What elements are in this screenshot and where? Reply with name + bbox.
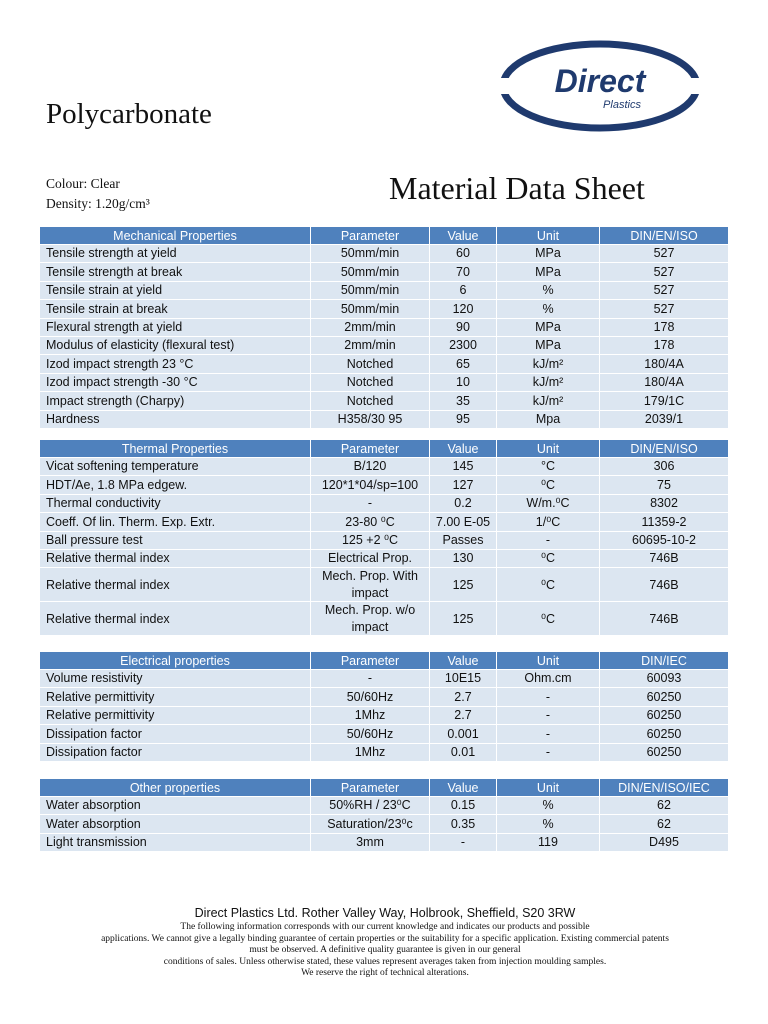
cell-value: 125 <box>430 568 497 602</box>
cell-value: 70 <box>430 263 497 281</box>
column-header-value: Value <box>430 227 497 245</box>
cell-unit: 1/⁰C <box>497 513 600 531</box>
table-row <box>40 392 728 410</box>
cell-standard: 60250 <box>600 725 729 743</box>
cell-property: Tensile strain at break <box>40 300 311 318</box>
cell-property: Flexural strength at yield <box>40 318 311 336</box>
disclaimer-line: conditions of sales. Unless otherwise stated, these values represent averages taken from injection moulding samples. <box>163 956 607 967</box>
table-row <box>40 263 728 281</box>
cell-standard: 179/1C <box>600 392 729 410</box>
cell-value: 10 <box>430 373 497 391</box>
cell-parameter: 50mm/min <box>311 281 430 299</box>
table-row <box>40 568 728 602</box>
cell-property: Dissipation factor <box>40 743 311 761</box>
product-meta <box>46 174 150 214</box>
cell-unit: - <box>497 706 600 724</box>
cell-unit: °C <box>497 458 600 476</box>
table-row <box>40 797 728 815</box>
cell-value: 0.001 <box>430 725 497 743</box>
cell-property: Water absorption <box>40 797 311 815</box>
cell-standard: 178 <box>600 318 729 336</box>
cell-property: Hardness <box>40 410 311 428</box>
cell-standard: 60250 <box>600 706 729 724</box>
density-label: Density: 1.20g/cm³ <box>46 196 150 211</box>
cell-property: Vicat softening temperature <box>40 458 311 476</box>
cell-property: Izod impact strength 23 °C <box>40 355 311 373</box>
cell-value: 90 <box>430 318 497 336</box>
table-row <box>40 300 728 318</box>
table-row <box>40 318 728 336</box>
cell-standard: 746B <box>600 568 729 602</box>
cell-unit: W/m.⁰C <box>497 494 600 512</box>
cell-property: Thermal conductivity <box>40 494 311 512</box>
cell-property: Volume resistivity <box>40 670 311 688</box>
cell-property: Ball pressure test <box>40 531 311 549</box>
cell-standard: 60250 <box>600 688 729 706</box>
cell-unit: % <box>497 815 600 833</box>
cell-property: Coeff. Of lin. Therm. Exp. Extr. <box>40 513 311 531</box>
logo-sub: Plastics <box>603 99 641 111</box>
cell-value: - <box>430 833 497 851</box>
cell-parameter: 50%RH / 23⁰C <box>311 797 430 815</box>
cell-value: 125 <box>430 602 497 636</box>
disclaimer-line: We reserve the right of technical alterations. <box>301 968 469 978</box>
cell-parameter: 23-80 ⁰C <box>311 513 430 531</box>
column-header-unit: Unit <box>497 227 600 245</box>
cell-unit: - <box>497 725 600 743</box>
cell-parameter: 50mm/min <box>311 245 430 263</box>
disclaimer-line: applications. We cannot give a legally binding guarantee of certain properties or the suitability for a specific application. Existing commercial patents <box>101 933 669 944</box>
table-row <box>40 833 728 851</box>
table-row <box>40 410 728 428</box>
cell-parameter: 125 +2 ⁰C <box>311 531 430 549</box>
cell-unit: ⁰C <box>497 476 600 494</box>
cell-parameter: - <box>311 670 430 688</box>
table-row <box>40 476 728 494</box>
column-header-parameter: Parameter <box>311 227 430 245</box>
cell-value: 2.7 <box>430 706 497 724</box>
cell-standard: 62 <box>600 797 729 815</box>
cell-unit: MPa <box>497 245 600 263</box>
cell-value: 7.00 E-05 <box>430 513 497 531</box>
cell-parameter: 50/60Hz <box>311 725 430 743</box>
column-header-standard: DIN/EN/ISO <box>600 440 729 458</box>
table-row <box>40 743 728 761</box>
cell-value: 0.35 <box>430 815 497 833</box>
cell-value: 120 <box>430 300 497 318</box>
cell-property: Impact strength (Charpy) <box>40 392 311 410</box>
cell-unit: - <box>497 743 600 761</box>
colour-label: Colour: Clear <box>46 176 120 191</box>
product-title: Polycarbonate <box>46 98 212 130</box>
table-row <box>40 373 728 391</box>
cell-standard: 178 <box>600 336 729 354</box>
cell-value: 35 <box>430 392 497 410</box>
cell-value: 0.15 <box>430 797 497 815</box>
cell-value: 145 <box>430 458 497 476</box>
cell-property: HDT/Ae, 1.8 MPa edgew. <box>40 476 311 494</box>
cell-parameter: 3mm <box>311 833 430 851</box>
cell-unit: MPa <box>497 336 600 354</box>
cell-unit: % <box>497 797 600 815</box>
table-row <box>40 458 728 476</box>
cell-unit: % <box>497 300 600 318</box>
cell-standard: 527 <box>600 263 729 281</box>
cell-standard: 527 <box>600 300 729 318</box>
cell-unit: MPa <box>497 263 600 281</box>
column-header-unit: Unit <box>497 440 600 458</box>
cell-value: 2300 <box>430 336 497 354</box>
cell-standard: 60093 <box>600 670 729 688</box>
cell-property: Tensile strain at yield <box>40 281 311 299</box>
cell-parameter: 2mm/min <box>311 318 430 336</box>
cell-parameter: Notched <box>311 355 430 373</box>
sheet-title: Material Data Sheet <box>389 170 645 206</box>
table-row <box>40 549 728 567</box>
cell-value: Passes <box>430 531 497 549</box>
direct-plastics-logo <box>500 40 700 132</box>
cell-parameter: 1Mhz <box>311 706 430 724</box>
cell-property: Relative thermal index <box>40 549 311 567</box>
cell-unit: ⁰C <box>497 602 600 636</box>
cell-unit: % <box>497 281 600 299</box>
cell-property: Tensile strength at break <box>40 263 311 281</box>
cell-value: 95 <box>430 410 497 428</box>
column-header-property: Other properties <box>40 779 311 797</box>
cell-property: Izod impact strength -30 °C <box>40 373 311 391</box>
column-header-parameter: Parameter <box>311 652 430 670</box>
column-header-property: Electrical properties <box>40 652 311 670</box>
cell-standard: 527 <box>600 281 729 299</box>
cell-standard: 60695-10-2 <box>600 531 729 549</box>
column-header-standard: DIN/IEC <box>600 652 729 670</box>
cell-unit: ⁰C <box>497 549 600 567</box>
cell-standard: 306 <box>600 458 729 476</box>
cell-standard: 180/4A <box>600 373 729 391</box>
cell-standard: 8302 <box>600 494 729 512</box>
column-header-parameter: Parameter <box>311 440 430 458</box>
cell-unit: - <box>497 531 600 549</box>
cell-parameter: Notched <box>311 373 430 391</box>
cell-property: Dissipation factor <box>40 725 311 743</box>
cell-standard: D495 <box>600 833 729 851</box>
cell-property: Relative permittivity <box>40 688 311 706</box>
table-row <box>40 355 728 373</box>
cell-parameter: - <box>311 494 430 512</box>
table-header-row <box>40 440 728 458</box>
cell-parameter: 1Mhz <box>311 743 430 761</box>
column-header-value: Value <box>430 440 497 458</box>
footer-disclaimer <box>40 922 730 980</box>
cell-parameter: H358/30 95 <box>311 410 430 428</box>
cell-unit: kJ/m² <box>497 355 600 373</box>
cell-parameter: 50mm/min <box>311 263 430 281</box>
cell-parameter: Saturation/23⁰c <box>311 815 430 833</box>
table-row <box>40 670 728 688</box>
column-header-unit: Unit <box>497 652 600 670</box>
cell-standard: 11359-2 <box>600 513 729 531</box>
cell-standard: 746B <box>600 549 729 567</box>
cell-property: Modulus of elasticity (flexural test) <box>40 336 311 354</box>
electrical-properties-table <box>40 652 728 761</box>
cell-parameter: 120*1*04/sp=100 <box>311 476 430 494</box>
cell-property: Light transmission <box>40 833 311 851</box>
cell-standard: 60250 <box>600 743 729 761</box>
cell-unit: MPa <box>497 318 600 336</box>
column-header-value: Value <box>430 779 497 797</box>
column-header-unit: Unit <box>497 779 600 797</box>
cell-unit: ⁰C <box>497 568 600 602</box>
cell-standard: 527 <box>600 245 729 263</box>
column-header-property: Thermal Properties <box>40 440 311 458</box>
cell-value: 6 <box>430 281 497 299</box>
cell-property: Water absorption <box>40 815 311 833</box>
cell-property: Relative permittivity <box>40 706 311 724</box>
cell-parameter: Mech. Prop. w/o impact <box>311 602 430 636</box>
cell-value: 60 <box>430 245 497 263</box>
cell-value: 127 <box>430 476 497 494</box>
table-header-row <box>40 779 728 797</box>
table-row <box>40 245 728 263</box>
footer-address: Direct Plastics Ltd. Rother Valley Way, Holbrook, Sheffield, S20 3RW <box>194 906 576 920</box>
footer <box>40 906 730 980</box>
table-row <box>40 706 728 724</box>
cell-property: Tensile strength at yield <box>40 245 311 263</box>
cell-standard: 75 <box>600 476 729 494</box>
cell-value: 0.01 <box>430 743 497 761</box>
cell-standard: 180/4A <box>600 355 729 373</box>
cell-unit: kJ/m² <box>497 392 600 410</box>
table-header-row <box>40 227 728 245</box>
column-header-standard: DIN/EN/ISO <box>600 227 729 245</box>
mechanical-properties-table <box>40 227 728 428</box>
cell-unit: Mpa <box>497 410 600 428</box>
cell-parameter: B/120 <box>311 458 430 476</box>
cell-standard: 2039/1 <box>600 410 729 428</box>
column-header-standard: DIN/EN/ISO/IEC <box>600 779 729 797</box>
table-row <box>40 725 728 743</box>
table-row <box>40 602 728 636</box>
cell-parameter: 2mm/min <box>311 336 430 354</box>
cell-standard: 62 <box>600 815 729 833</box>
cell-unit: kJ/m² <box>497 373 600 391</box>
table-row <box>40 336 728 354</box>
cell-standard: 746B <box>600 602 729 636</box>
table-row <box>40 815 728 833</box>
logo-word: Direct <box>554 63 646 99</box>
disclaimer-line: must be observed. A definitive quality guarantee is given in our general <box>249 945 521 955</box>
thermal-properties-table <box>40 440 728 635</box>
table-row <box>40 494 728 512</box>
table-row <box>40 531 728 549</box>
cell-value: 65 <box>430 355 497 373</box>
column-header-property: Mechanical Properties <box>40 227 311 245</box>
cell-property: Relative thermal index <box>40 568 311 602</box>
cell-parameter: 50mm/min <box>311 300 430 318</box>
cell-property: Relative thermal index <box>40 602 311 636</box>
table-header-row <box>40 652 728 670</box>
cell-value: 10E15 <box>430 670 497 688</box>
cell-value: 2.7 <box>430 688 497 706</box>
column-header-parameter: Parameter <box>311 779 430 797</box>
cell-unit: Ohm.cm <box>497 670 600 688</box>
cell-unit: 119 <box>497 833 600 851</box>
table-row <box>40 281 728 299</box>
cell-parameter: 50/60Hz <box>311 688 430 706</box>
cell-parameter: Notched <box>311 392 430 410</box>
column-header-value: Value <box>430 652 497 670</box>
cell-value: 0.2 <box>430 494 497 512</box>
cell-parameter: Electrical Prop. <box>311 549 430 567</box>
cell-parameter: Mech. Prop. With impact <box>311 568 430 602</box>
disclaimer-line: The following information corresponds with our current knowledge and indicates our products and possible <box>180 922 590 932</box>
table-row <box>40 513 728 531</box>
cell-value: 130 <box>430 549 497 567</box>
other-properties-table <box>40 779 728 851</box>
table-row <box>40 688 728 706</box>
cell-unit: - <box>497 688 600 706</box>
